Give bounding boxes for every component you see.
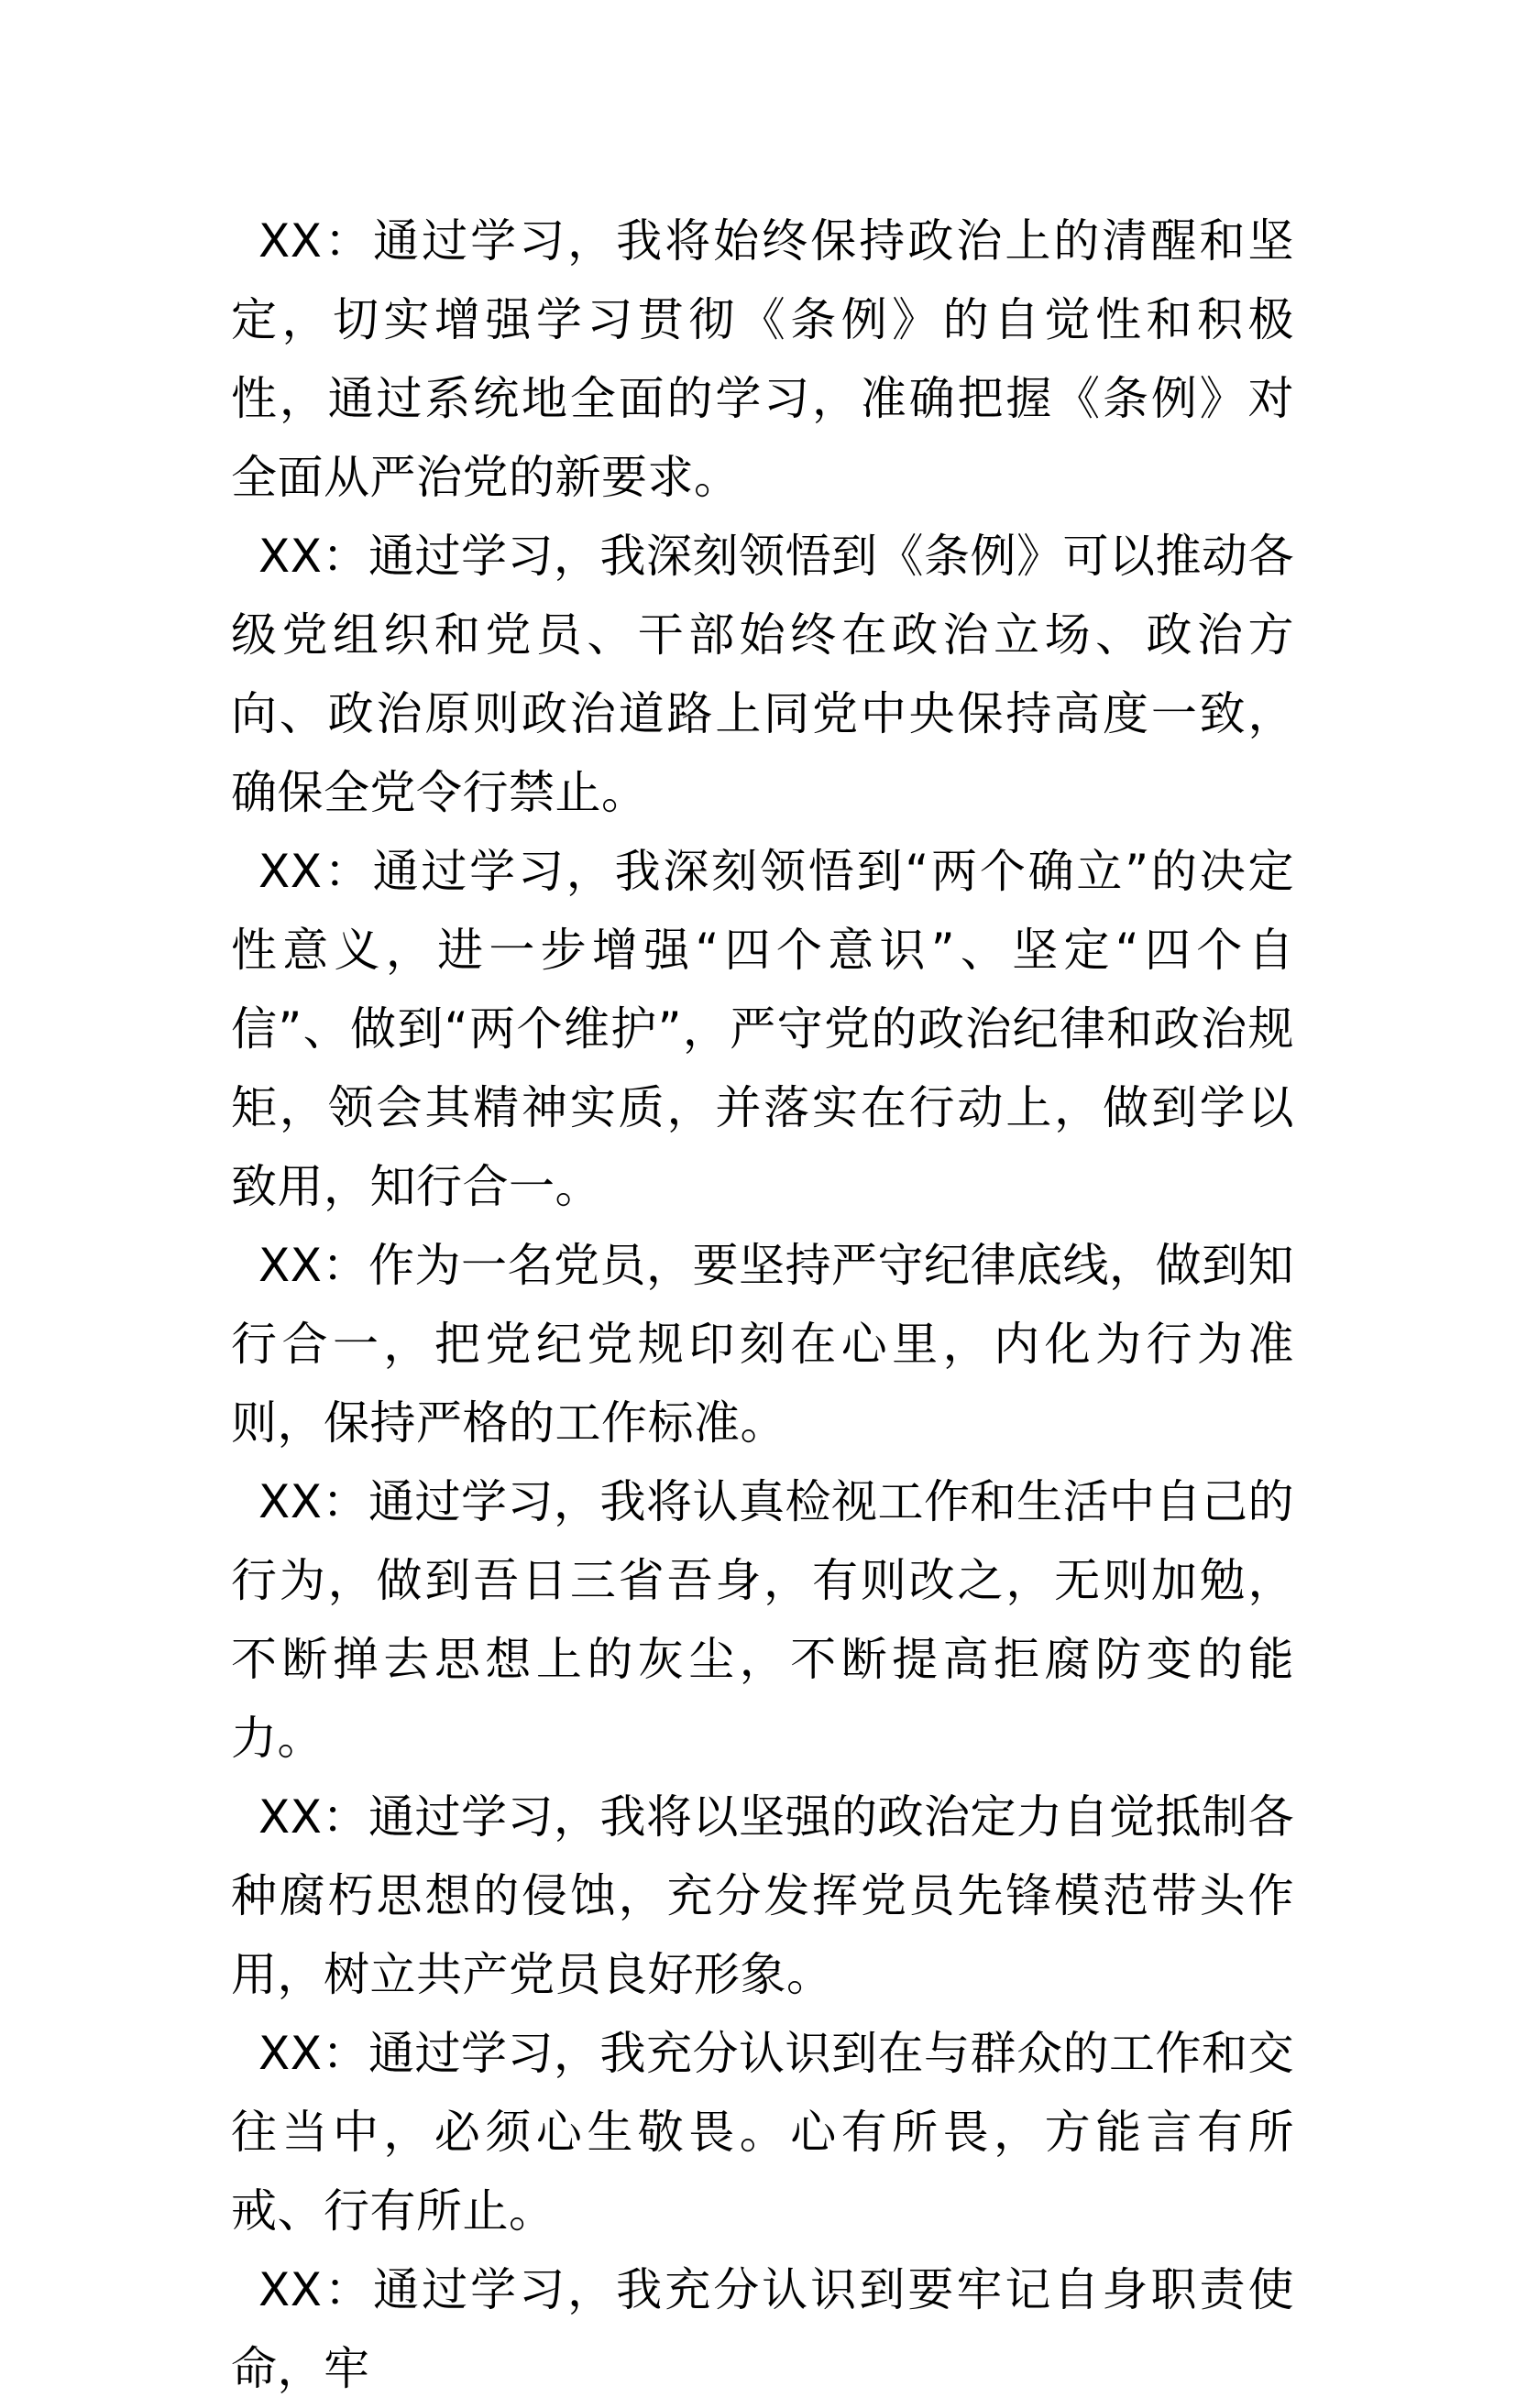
paragraph: XX：通过学习，我充分认识到要牢记自身职责使命，牢 xyxy=(231,2263,1294,2395)
paragraph: XX：通过学习，我将认真检视工作和生活中自己的行为，做到吾日三省吾身，有则改之，无则加勉，不断掸去思想上的灰尘，不断提高拒腐防变的能力。 xyxy=(231,1475,1295,1765)
paragraph: XX：通过学习，我将以坚强的政治定力自觉抵制各种腐朽思想的侵蚀，充分发挥党员先锋模范带头作用，树立共产党员良好形象。 xyxy=(231,1790,1295,2001)
paragraph: XX：通过学习，我深刻领悟到“两个确立”的决定性意义，进一步增强“四个意识”、坚定“四个自信”、做到“两个维护”，严守党的政治纪律和政治规矩，领会其精神实质，并落实在行动上，做到学以致用，知行合一。 xyxy=(231,845,1294,1213)
document-body xyxy=(231,202,1294,2408)
paragraph: XX：通过学习，我深刻领悟到《条例》可以推动各级党组织和党员、干部始终在政治立场、政治方向、政治原则政治道路上同党中央保持高度一致，确保全党令行禁止。 xyxy=(231,530,1295,819)
paragraph: XX：作为一名党员，要坚持严守纪律底线，做到知行合一，把党纪党规印刻在心里，内化为行为准则，保持严格的工作标准。 xyxy=(231,1239,1295,1450)
paragraph: XX：通过学习，我充分认识到在与群众的工作和交往当中，必须心生敬畏。心有所畏，方能言有所戒、行有所止。 xyxy=(231,2027,1295,2238)
paragraph: XX：通过学习，我将始终保持政治上的清醒和坚定，切实增强学习贯彻《条例》的自觉性和积极性，通过系统地全面的学习，准确把握《条例》对全面从严治党的新要求。 xyxy=(231,214,1294,504)
